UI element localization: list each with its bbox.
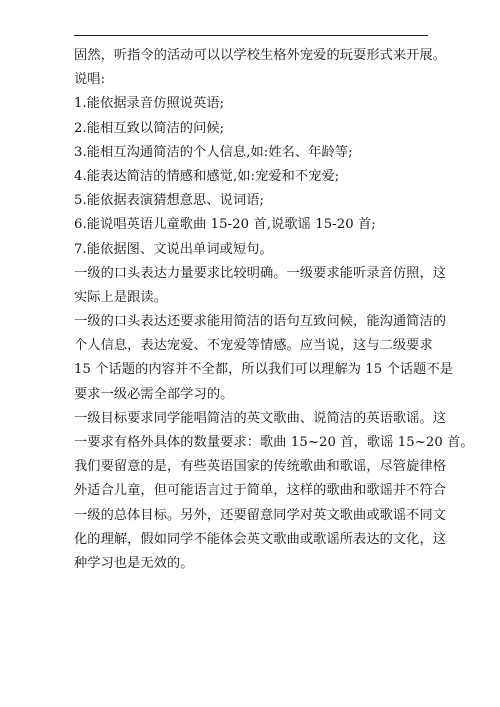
- list-item: 5.能依据表演猜想意思、说词语;: [74, 193, 265, 209]
- text-line: 15 个话题的内容并不全都，所以我们可以理解为 15 个话题不是: [74, 362, 454, 378]
- text-line: 一级的口头表达力量要求比较明确。一级要求能听录音仿照，这: [74, 265, 447, 281]
- text-line: 种学习也是无效的。: [74, 555, 194, 571]
- document-body: [74, 44, 474, 576]
- list-item: 4.能表达简洁的情感和感觉,如:宠爱和不宠爱;: [74, 168, 340, 184]
- text-line: 我们要留意的是，有些英语国家的传统歌曲和歌谣，尽管旋律格: [74, 459, 447, 475]
- section-heading: 说唱:: [74, 72, 106, 88]
- text-line: 固然，听指令的活动可以以学校生格外宠爱的玩耍形式来开展。: [74, 48, 447, 63]
- text-line: 实际上是跟读。: [74, 289, 168, 305]
- list-item: 3.能相互沟通简洁的个人信息,如:姓名、年龄等;: [74, 144, 353, 160]
- text-line: 化的理解，假如同学不能体会英文歌曲或歌谣所表达的文化，这: [74, 531, 447, 547]
- header-rule: [74, 35, 428, 36]
- list-item: 2.能相互致以简洁的问候;: [74, 120, 225, 136]
- list-item: 7.能依据图、文说出单词或短句。: [74, 241, 273, 257]
- text-line: 一级的总体目标。另外，还要留意同学对英文歌曲或歌谣不同文: [74, 507, 447, 523]
- list-item: 1.能依据录音仿照说英语;: [74, 96, 225, 112]
- text-line: 个人信息，表达宠爱、不宠爱等情感。应当说，这与二级要求: [74, 338, 433, 354]
- text-line: 一要求有格外具体的数量要求：歌曲 15~20 首，歌谣 15~20 首。: [74, 435, 474, 450]
- text-line: 一级目标要求同学能唱简洁的英文歌曲、说简洁的英语歌谣。这: [74, 410, 447, 426]
- text-line: 要求一级必需全部学习的。: [74, 386, 234, 402]
- list-item: 6.能说唱英语儿童歌曲 15-20 首,说歌谣 15-20 首;: [74, 217, 376, 233]
- text-line: 一级的口头表达还要求能用简洁的语句互致问候，能沟通简洁的: [74, 314, 447, 330]
- text-line: 外适合儿童，但可能语言过于简单，这样的歌曲和歌谣并不符合: [74, 483, 447, 499]
